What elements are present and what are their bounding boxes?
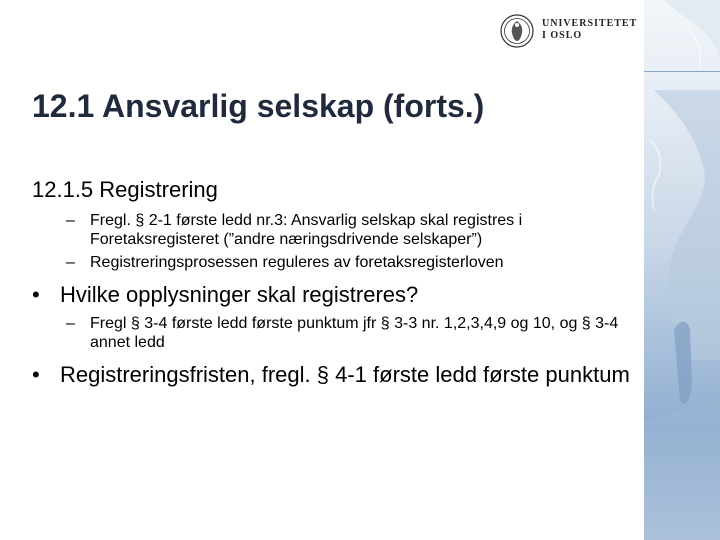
bullet-item bbox=[32, 282, 632, 308]
bullet-item bbox=[32, 362, 632, 388]
dash-marker: – bbox=[66, 212, 75, 229]
dash-item-text: Fregl. § 2-1 første ledd nr.3: Ansvarlig selskap skal registres i Foretaksregisteret (”andre næringsdrivende selskaper”) bbox=[90, 212, 523, 248]
university-seal-icon bbox=[500, 14, 534, 48]
page-title: 12.1 Ansvarlig selskap (forts.) bbox=[32, 88, 485, 124]
dash-item bbox=[66, 314, 632, 352]
bullet-marker: • bbox=[32, 282, 40, 307]
strip-divider bbox=[644, 71, 720, 72]
dash-item bbox=[66, 211, 632, 249]
decorative-strip bbox=[644, 0, 720, 540]
logo-line-1: UNIVERSITETET bbox=[542, 18, 638, 29]
section-dash-list bbox=[32, 211, 632, 272]
slide-content bbox=[32, 175, 632, 394]
bullet-marker: • bbox=[32, 362, 40, 387]
dash-item-text: Registreringsprosessen reguleres av foretaksregisterloven bbox=[90, 254, 504, 271]
bullet-sub-list bbox=[32, 314, 632, 352]
dash-marker: – bbox=[66, 254, 75, 271]
university-logo bbox=[500, 12, 640, 52]
logo-line-2: I OSLO bbox=[542, 30, 583, 41]
statue-silhouette-image bbox=[644, 0, 720, 540]
dash-item bbox=[66, 253, 632, 272]
dash-item-text: Fregl § 3-4 første ledd første punktum jfr § 3-3 nr. 1,2,3,4,9 og 10, og § 3-4 annet ledd bbox=[90, 315, 619, 351]
university-name bbox=[542, 18, 637, 42]
bullet-text: Hvilke opplysninger skal registreres? bbox=[60, 282, 419, 307]
bullet-text: Registreringsfristen, fregl. § 4-1 første ledd første punktum bbox=[60, 362, 630, 387]
section-heading: 12.1.5 Registrering bbox=[32, 177, 218, 202]
dash-marker: – bbox=[66, 315, 75, 332]
